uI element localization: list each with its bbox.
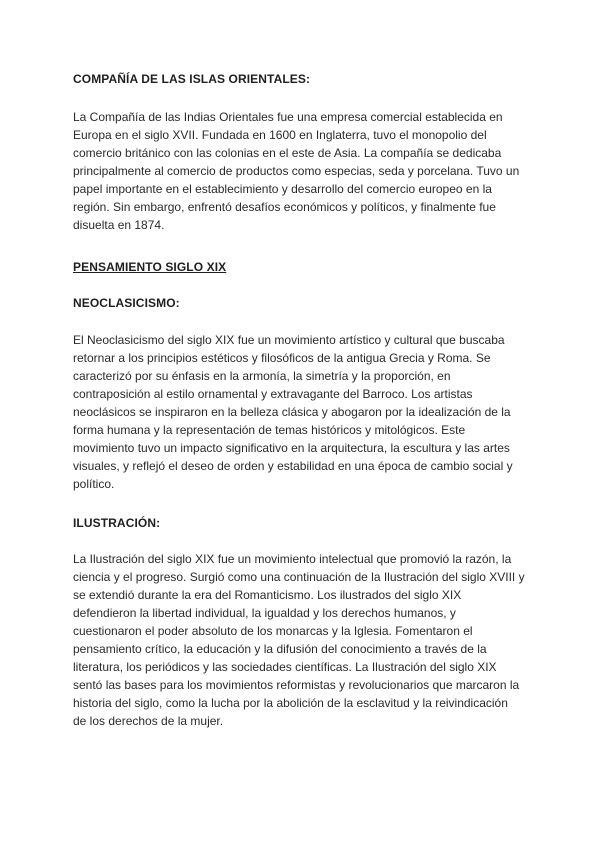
paragraph-line: retornar a los principios estéticos y filosóficos de la antigua Grecia y Roma. Se — [73, 351, 491, 365]
paragraph-line: sentó las bases para los movimientos reformistas y revolucionarios que marcaron la — [73, 678, 520, 692]
enlightenment-paragraph — [73, 550, 533, 730]
paragraph-line: cuestionaron el poder absoluto de los monarcas y la Iglesia. Fomentaron el — [73, 624, 473, 638]
neoclassicism-paragraph — [73, 331, 533, 493]
paragraph-line: contraposición al estilo ornamental y extravagante del Barroco. Los artistas — [73, 387, 473, 401]
enlightenment-heading: ILUSTRACIÓN: — [73, 516, 161, 530]
paragraph-line: forma humana y la representación de temas históricos y mitológicos. Este — [73, 423, 466, 437]
company-heading: COMPAÑÍA DE LAS ISLAS ORIENTALES: — [73, 72, 311, 86]
paragraph-line: comercio británico con las colonias en el este de Asia. La compañía se dedicaba — [73, 146, 502, 160]
paragraph-line: La Ilustración del siglo XIX fue un movimiento intelectual que promovió la razón, la — [73, 552, 512, 566]
paragraph-line: disuelta en 1874. — [73, 218, 165, 232]
paragraph-line: principalmente al comercio de productos como especias, seda y porcelana. Tuvo un — [73, 164, 520, 178]
paragraph-line: La Compañía de las Indias Orientales fue una empresa comercial establecida en — [73, 110, 503, 124]
paragraph-line: defendieron la libertad individual, la igualdad y los derechos humanos, y — [73, 606, 456, 620]
paragraph-line: ciencia y el progreso. Surgió como una continuación de la Ilustración del siglo XVIII y — [73, 570, 525, 584]
thought-heading: PENSAMIENTO SIGLO XIX — [73, 260, 227, 274]
paragraph-line: región. Sin embargo, enfrentó desafíos económicos y políticos, y finalmente fue — [73, 200, 496, 214]
paragraph-line: caracterizó por su énfasis en la armonía, la simetría y la proporción, en — [73, 369, 451, 383]
paragraph-line: político. — [73, 477, 115, 491]
paragraph-line: visuales, y reflejó el deseo de orden y estabilidad en una época de cambio social y — [73, 459, 513, 473]
paragraph-line: historia del siglo, como la lucha por la abolición de la esclavitud y la reivindicación — [73, 696, 508, 710]
paragraph-line: Europa en el siglo XVII. Fundada en 1600 en Inglaterra, tuvo el monopolio del — [73, 128, 487, 142]
paragraph-line: El Neoclasicismo del siglo XIX fue un movimiento artístico y cultural que buscaba — [73, 333, 505, 347]
paragraph-line: movimiento tuvo un impacto significativo en la arquitectura, la escultura y las artes — [73, 441, 510, 455]
paragraph-line: se extendió durante la era del Romanticismo. Los ilustrados del siglo XIX — [73, 588, 462, 602]
paragraph-line: pensamiento crítico, la educación y la difusión del conocimiento a través de la — [73, 642, 487, 656]
neoclassicism-heading: NEOCLASICISMO: — [73, 296, 180, 310]
paragraph-line: literatura, los periódicos y las sociedades científicas. La Ilustración del siglo XIX — [73, 660, 497, 674]
company-paragraph — [73, 108, 533, 234]
paragraph-line: de los derechos de la mujer. — [73, 714, 224, 728]
paragraph-line: papel importante en el establecimiento y desarrollo del comercio europeo en la — [73, 182, 492, 196]
paragraph-line: neoclásicos se inspiraron en la belleza clásica y abogaron por la idealización de la — [73, 405, 511, 419]
